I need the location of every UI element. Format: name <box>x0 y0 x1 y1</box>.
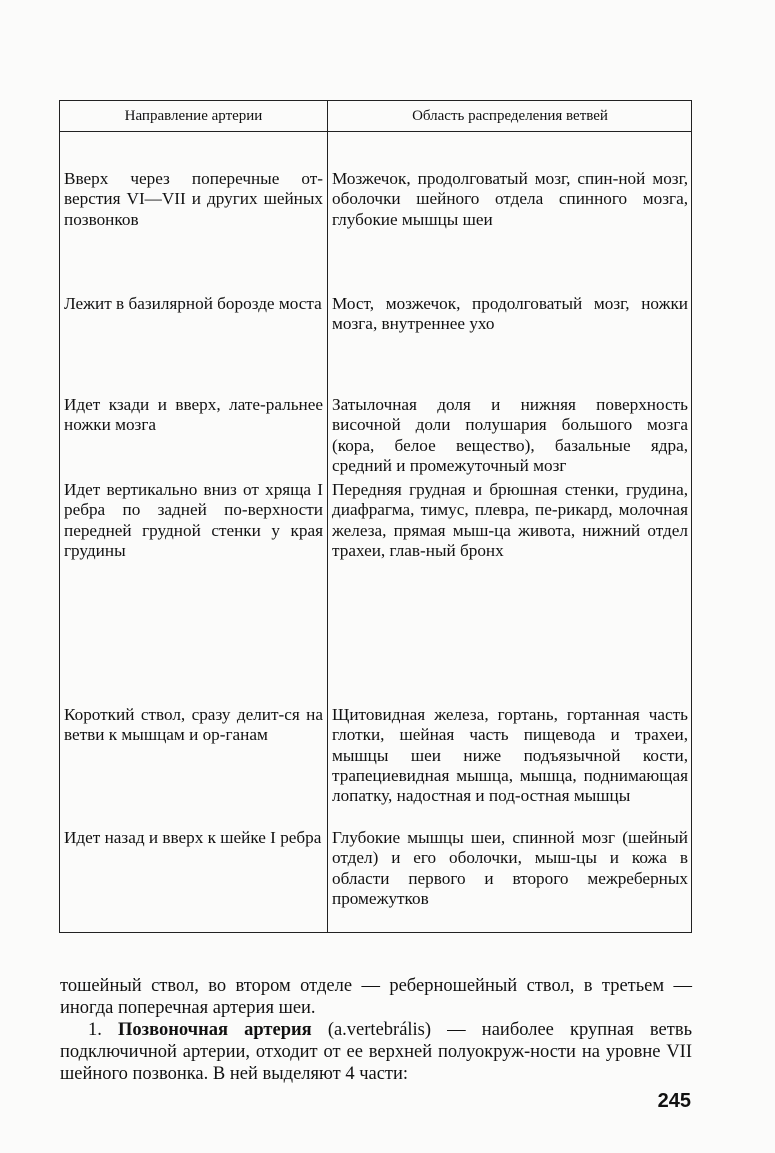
row-3-area: Затылочная доля и нижняя поверхность височной доли полушария большого мозга (кора, белое вещество), базальные ядра, средний и промежуточный мозг <box>332 395 688 475</box>
header-divider <box>60 131 691 132</box>
row-2-direction: Лежит в базилярной борозде моста <box>64 294 322 313</box>
row-1-area: Мозжечок, продолговатый мозг, спин-ной мозг, оболочки шейного отдела спинного мозга, глубокие мышцы шеи <box>332 169 688 229</box>
header-direction: Направление артерии <box>124 108 263 124</box>
row-1-direction: Вверх через поперечные от-верстия VI—VII и других шейных позвонков <box>64 169 323 229</box>
body-paragraph-1: тошейный ствол, во втором отделе — реберношейный ствол, в третьем — иногда поперечная артерия шеи. <box>60 976 692 1019</box>
paragraph-number: 1. <box>88 1020 102 1040</box>
row-4-direction: Идет вертикально вниз от хряща I ребра по задней по-верхности передней грудной стенки у края грудины <box>64 480 323 560</box>
row-4-area: Передняя грудная и брюшная стенки, грудина, диафрагма, тимус, плевра, пе-рикард, молочная железа, прямая мыш-ца живота, нижний отдел трахеи, глав-ный бронх <box>332 480 688 560</box>
artery-table <box>59 100 692 933</box>
header-area: Область распределения ветвей <box>412 108 608 124</box>
page-number: 245 <box>657 1090 691 1112</box>
paragraph-2-text: (a.vertebrális) — наиболее крупная ветвь подключичной артерии, отходит от ее верхней полуокруж-ности на уровне VII шейного позвонка. В ней выделяют 4 части: <box>60 1020 693 1085</box>
row-2-area: Мост, мозжечок, продолговатый мозг, ножки мозга, внутреннее ухо <box>332 294 688 334</box>
row-6-direction: Идет назад и вверх к шейке I ребра <box>64 828 322 847</box>
row-5-area: Щитовидная железа, гортань, гортанная часть глотки, шейная часть пищевода и трахеи, мышцы шеи ниже подъязычной кости, трапециевидная мышца, мышца, поднимающая лопатку, надостная и под-остная мышцы <box>332 705 688 806</box>
column-divider <box>327 101 328 932</box>
body-paragraph-2 <box>60 1019 692 1086</box>
row-6-area: Глубокие мышцы шеи, спинной мозг (шейный отдел) и его оболочки, мыш-цы и кожа в области первого и второго межреберных промежутков <box>332 828 688 908</box>
term-vertebral-artery: Позвоночная артерия <box>118 1020 312 1040</box>
row-3-direction: Идет кзади и вверх, лате-ральнее ножки мозга <box>64 395 323 435</box>
row-5-direction: Короткий ствол, сразу делит-ся на ветви к мышцам и ор-ганам <box>64 705 323 745</box>
